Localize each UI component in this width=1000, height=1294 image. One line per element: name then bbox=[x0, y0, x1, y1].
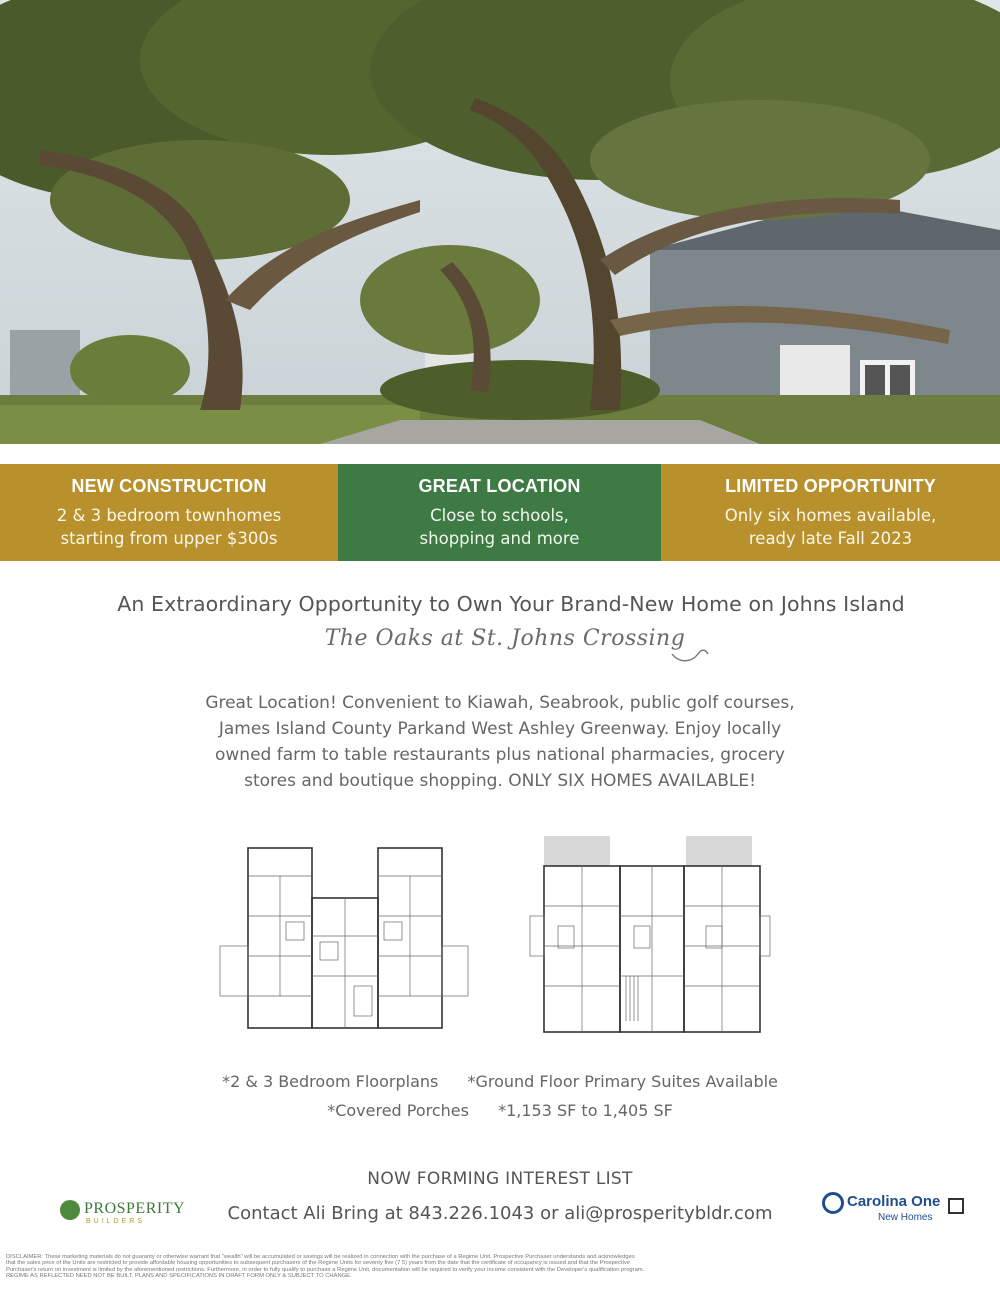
realtor-logo-name: Carolina One bbox=[847, 1193, 941, 1210]
description-line: owned farm to table restaurants plus national pharmacies, grocery bbox=[215, 745, 785, 765]
banner-great-location bbox=[338, 464, 661, 561]
prosperity-builders-logo bbox=[60, 1198, 190, 1232]
floorplan-drawing bbox=[510, 826, 772, 1036]
banner-line: shopping and more bbox=[419, 528, 580, 548]
carolina-one-c-icon bbox=[822, 1192, 844, 1214]
banner-line: starting from upper $300s bbox=[60, 528, 278, 548]
equal-housing-icon bbox=[948, 1198, 964, 1214]
contact-info[interactable]: Contact Ali Bring at 843.226.1043 or ali@prosperitybldr.com bbox=[227, 1203, 773, 1224]
banner-line: ready late Fall 2023 bbox=[748, 528, 913, 548]
hero-photo bbox=[0, 0, 1000, 444]
interest-list-heading: NOW FORMING INTEREST LIST bbox=[367, 1169, 633, 1189]
leaf-icon bbox=[60, 1200, 80, 1220]
feature-item: *Ground Floor Primary Suites Available bbox=[467, 1072, 778, 1091]
floorplan-second-floor bbox=[510, 826, 772, 1036]
banner-heading: LIMITED OPPORTUNITY bbox=[725, 475, 936, 496]
feature-item: *1,153 SF to 1,405 SF bbox=[498, 1101, 673, 1120]
floorplan-drawing bbox=[214, 846, 474, 1032]
builder-logo-sub: BUILDERS bbox=[86, 1218, 146, 1225]
banner-line: Only six homes available, bbox=[724, 505, 937, 525]
description-line: James Island County Parkand West Ashley Greenway. Enjoy locally bbox=[218, 719, 782, 739]
banner-heading: GREAT LOCATION bbox=[418, 475, 581, 496]
banner-heading: NEW CONSTRUCTION bbox=[71, 475, 267, 496]
community-name: The Oaks at St. Johns Crossing bbox=[324, 626, 686, 651]
feature-row bbox=[0, 1067, 1000, 1096]
feature-list bbox=[0, 1067, 1000, 1125]
disclaimer-text: DISCLAIMER: These marketing materials do not guaranty or otherwise warrant that "wealth" will be accumulated or savings will be realized in connection with the purchase of a Regime Unit. Prospective Purchaser understands and acknowledges that the sales price of the Units are restricted to provide affordable housing opportunities to subsequent purchasers of the Regime Units for seventy five (7 5) years from the date that the certificate of occupancy is issued and that the Prospective Purchaser's return on investment is limited by the aforementioned restrictions. Furthermore, in order to fully qualify to purchase a Regime Unit, documentation will be required to verify your income consistent with the Developer's qualification program. REGIME AS REFLECTED NEED NOT BE BUILT. PLANS AND SPECIFICATIONS IN DRAFT FORM ONLY & SUBJECT TO CHANGE. bbox=[6, 1254, 645, 1280]
feature-banner bbox=[0, 464, 1000, 561]
description-line: stores and boutique shopping. ONLY SIX HOMES AVAILABLE! bbox=[244, 771, 756, 791]
carolina-one-logo bbox=[822, 1192, 972, 1232]
description-line: Great Location! Convenient to Kiawah, Seabrook, public golf courses, bbox=[205, 693, 795, 713]
oak-trees-illustration bbox=[0, 0, 1000, 444]
builder-logo-name: PROSPERITY bbox=[84, 1200, 186, 1217]
feature-item: *2 & 3 Bedroom Floorplans bbox=[222, 1072, 439, 1091]
feature-row bbox=[0, 1096, 1000, 1125]
feature-item: *Covered Porches bbox=[327, 1101, 469, 1120]
realtor-logo-sub: New Homes bbox=[878, 1212, 933, 1223]
banner-new-construction bbox=[0, 464, 338, 561]
banner-line: 2 & 3 bedroom townhomes bbox=[56, 505, 282, 525]
banner-limited-opportunity bbox=[661, 464, 1000, 561]
location-description bbox=[150, 690, 850, 794]
script-flourish bbox=[670, 640, 710, 666]
banner-line: Close to schools, bbox=[430, 505, 569, 525]
floorplan-first-floor bbox=[214, 846, 474, 1032]
page-headline: An Extraordinary Opportunity to Own Your Brand-New Home on Johns Island bbox=[117, 592, 905, 616]
